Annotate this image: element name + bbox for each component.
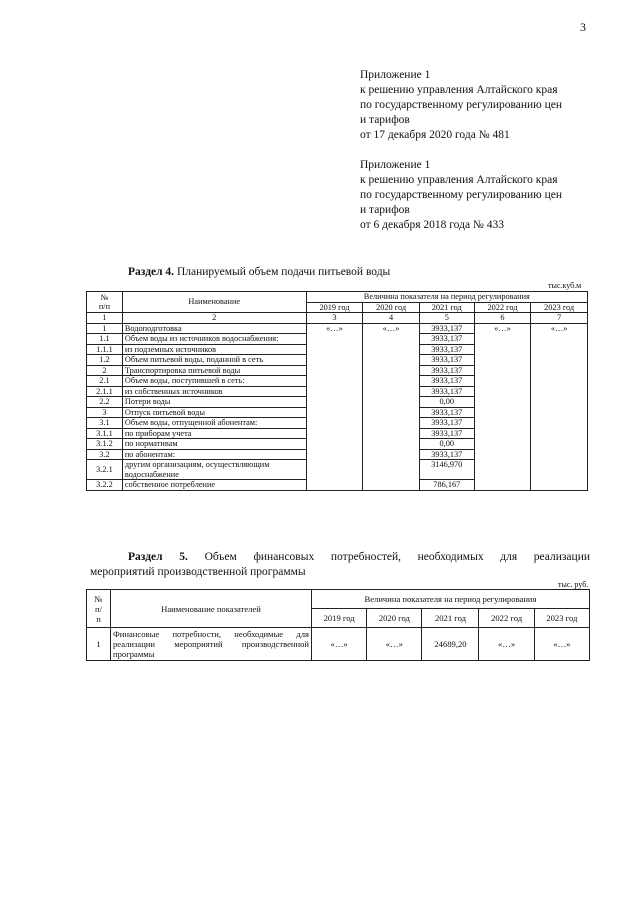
header-year: 2020 год: [367, 609, 422, 628]
row-name: Объем воды, отпущенной абонентам:: [122, 418, 306, 429]
row-name: по нормативам: [122, 439, 306, 450]
section-5-heading-line2: мероприятий производственной программы: [90, 566, 306, 578]
header-year: 2023 год: [534, 609, 589, 628]
table-row: [87, 323, 588, 334]
value-2021: 0,00: [419, 439, 474, 450]
appendix-current-block: [360, 68, 620, 143]
section-4-title: [128, 266, 390, 278]
value-2020: «…»: [363, 323, 420, 490]
appendix-line: Приложение 1: [360, 69, 431, 81]
appendix-previous-block: [360, 158, 620, 233]
row-name: Потери воды: [122, 397, 306, 408]
row-number: 2: [87, 365, 123, 376]
section-4-label: Раздел 4.: [128, 266, 175, 278]
row-name: по абонентам:: [122, 449, 306, 460]
value-2021: 3933,137: [419, 323, 474, 334]
row-name: Финансовые потребности, необходимые для реализации мероприятий производственной программы: [111, 628, 312, 661]
row-number: 3.1.2: [87, 439, 123, 450]
header-year: 2019 год: [306, 302, 363, 313]
header-no: № п/ п: [87, 590, 111, 628]
column-number: 3: [306, 313, 363, 324]
section-5-title: [90, 550, 590, 580]
row-number: 3.1: [87, 418, 123, 429]
row-number: 3.2: [87, 449, 123, 460]
row-name: собственное потребление: [122, 480, 306, 491]
appendix-line: от 6 декабря 2018 года № 433: [360, 219, 505, 231]
appendix-line: от 17 декабря 2020 года № 481: [360, 129, 510, 141]
row-name: другим организациям, осуществляющим водоснабжение: [122, 460, 306, 480]
value-2021: 24689,20: [422, 628, 479, 661]
row-number: 3.2.1: [87, 460, 123, 480]
water-volume-table: [86, 291, 588, 491]
row-name: из собственных источников: [122, 386, 306, 397]
header-year: 2023 год: [531, 302, 588, 313]
appendix-line: и тарифов: [360, 114, 410, 126]
section-5-label: Раздел 5.: [128, 551, 188, 563]
value-2021: 786,167: [419, 480, 474, 491]
value-2022: «…»: [474, 323, 531, 490]
row-name: из подземных источников: [122, 344, 306, 355]
page-number: 3: [580, 20, 586, 34]
section-4-unit: тыс.куб.м: [548, 281, 582, 290]
column-number: 5: [419, 313, 474, 324]
row-number: 2.1: [87, 376, 123, 387]
appendix-line: Приложение 1: [360, 159, 431, 171]
row-number: 2.2: [87, 397, 123, 408]
column-number: 4: [363, 313, 420, 324]
row-number: 2.1.1: [87, 386, 123, 397]
row-number: 1: [87, 628, 111, 661]
appendix-line: к решению управления Алтайского края: [360, 174, 558, 186]
value-2021: 3933,137: [419, 428, 474, 439]
header-year: 2020 год: [363, 302, 420, 313]
header-no: № п/п: [87, 292, 123, 313]
row-number: 1.2: [87, 355, 123, 366]
column-number: 6: [474, 313, 531, 324]
header-period: Величина показателя на период регулирования: [312, 590, 590, 609]
value-2021: 3933,137: [419, 344, 474, 355]
value-2021: 3933,137: [419, 355, 474, 366]
row-name: Объем воды, поступившей в сеть:: [122, 376, 306, 387]
value-2021: 3933,137: [419, 365, 474, 376]
header-period: Величина показателя на период регулирования: [306, 292, 587, 303]
value-2020: «…»: [367, 628, 422, 661]
value-2021: 3933,137: [419, 449, 474, 460]
header-year: 2019 год: [312, 609, 367, 628]
header-year: 2022 год: [474, 302, 531, 313]
row-name: Отпуск питьевой воды: [122, 407, 306, 418]
value-2019: «…»: [312, 628, 367, 661]
column-number: 7: [531, 313, 588, 324]
row-number: 1: [87, 323, 123, 334]
column-number: 1: [87, 313, 123, 324]
value-2021: 3933,137: [419, 418, 474, 429]
appendix-line: и тарифов: [360, 204, 410, 216]
header-year: 2021 год: [422, 609, 479, 628]
appendix-line: по государственному регулированию цен: [360, 189, 563, 201]
row-number: 1.1.1: [87, 344, 123, 355]
column-number: 2: [122, 313, 306, 324]
financial-needs-table: [86, 589, 590, 661]
value-2021: 3933,137: [419, 376, 474, 387]
value-2021: 3933,137: [419, 386, 474, 397]
section-5-heading-line1: Объем финансовых потребностей, необходимых для реализации: [204, 551, 591, 563]
value-2021: 0,00: [419, 397, 474, 408]
section-5-unit: тыс. руб.: [558, 580, 589, 589]
value-2019: «…»: [306, 323, 363, 490]
value-2023: «…»: [531, 323, 588, 490]
section-4-heading: Планируемый объем подачи питьевой воды: [176, 266, 391, 278]
row-number: 3: [87, 407, 123, 418]
row-name: по приборам учета: [122, 428, 306, 439]
value-2022: «…»: [479, 628, 534, 661]
header-year: 2021 год: [419, 302, 474, 313]
row-name: Транспортировка питьевой воды: [122, 365, 306, 376]
row-name: Объем воды из источников водоснабжения:: [122, 334, 306, 345]
header-year: 2022 год: [479, 609, 534, 628]
row-name: Объем питьевой воды, поданной в сеть: [122, 355, 306, 366]
table-row: [87, 628, 590, 661]
appendix-line: к решению управления Алтайского края: [360, 84, 558, 96]
value-2021: 3933,137: [419, 334, 474, 345]
header-name: Наименование: [122, 292, 306, 313]
appendix-line: по государственному регулированию цен: [360, 99, 563, 111]
value-2021: 3146,970: [419, 460, 474, 480]
row-name: Водоподготовка: [122, 323, 306, 334]
row-number: 1.1: [87, 334, 123, 345]
row-number: 3.2.2: [87, 480, 123, 491]
header-name: Наименование показателей: [111, 590, 312, 628]
row-number: 3.1.1: [87, 428, 123, 439]
value-2023: «…»: [534, 628, 589, 661]
value-2021: 3933,137: [419, 407, 474, 418]
